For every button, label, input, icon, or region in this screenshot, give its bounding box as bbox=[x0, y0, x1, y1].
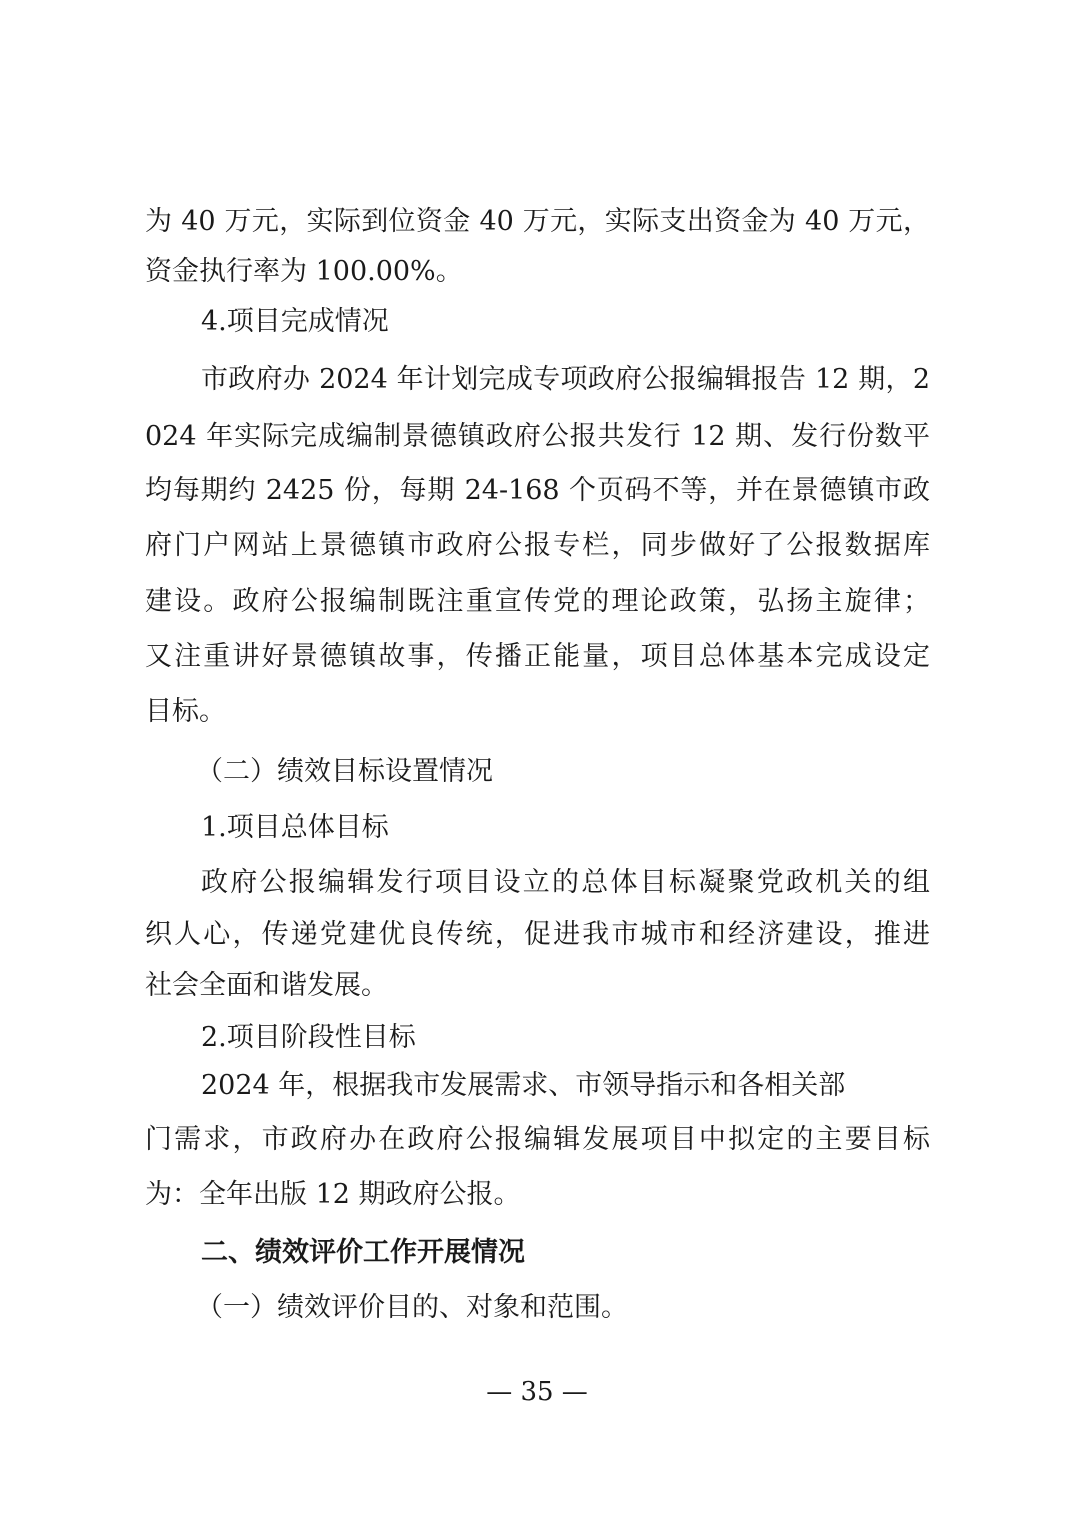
page-number: — 35 — bbox=[486, 1377, 588, 1407]
subsection-heading: 1.项目总体目标 bbox=[201, 812, 389, 843]
section-heading: （二）绩效目标设置情况 bbox=[196, 756, 493, 787]
body-text-line: 建设。政府公报编制既注重宣传党的理论政策，弘扬主旋律； bbox=[145, 586, 930, 617]
body-text-line: 政府公报编辑发行项目设立的总体目标凝聚党政机关的组 bbox=[201, 867, 930, 898]
body-text-line: 府门户网站上景德镇市政府公报专栏，同步做好了公报数据库 bbox=[145, 530, 930, 561]
body-text-line: 门需求，市政府办在政府公报编辑发展项目中拟定的主要目标 bbox=[145, 1124, 930, 1155]
body-text-line: 为 40 万元，实际到位资金 40 万元，实际支出资金为 40 万元， bbox=[145, 206, 930, 237]
body-text-line: 均每期约 2425 份，每期 24-168 个页码不等，并在景德镇市政 bbox=[145, 475, 930, 506]
subsection-heading: 4.项目完成情况 bbox=[201, 306, 389, 337]
body-text-line: 资金执行率为 100.00%。 bbox=[145, 256, 463, 287]
body-text-line: 024 年实际完成编制景德镇政府公报共发行 12 期、发行份数平 bbox=[145, 421, 930, 452]
subsection-heading: 2.项目阶段性目标 bbox=[201, 1022, 416, 1053]
body-text-line: 社会全面和谐发展。 bbox=[145, 970, 388, 1001]
body-text-line: 为：全年出版 12 期政府公报。 bbox=[145, 1179, 521, 1210]
body-text-line: 目标。 bbox=[145, 696, 226, 727]
body-text-line: 2024 年，根据我市发展需求、市领导指示和各相关部 bbox=[201, 1070, 846, 1101]
section-heading: （一）绩效评价目的、对象和范围。 bbox=[196, 1292, 628, 1323]
body-text-line: 市政府办 2024 年计划完成专项政府公报编辑报告 12 期，2 bbox=[201, 364, 930, 395]
body-text-line: 织人心，传递党建优良传统，促进我市城市和经济建设，推进 bbox=[145, 919, 930, 950]
body-text-line: 又注重讲好景德镇故事，传播正能量，项目总体基本完成设定 bbox=[145, 641, 930, 672]
chapter-heading: 二、绩效评价工作开展情况 bbox=[201, 1237, 525, 1268]
